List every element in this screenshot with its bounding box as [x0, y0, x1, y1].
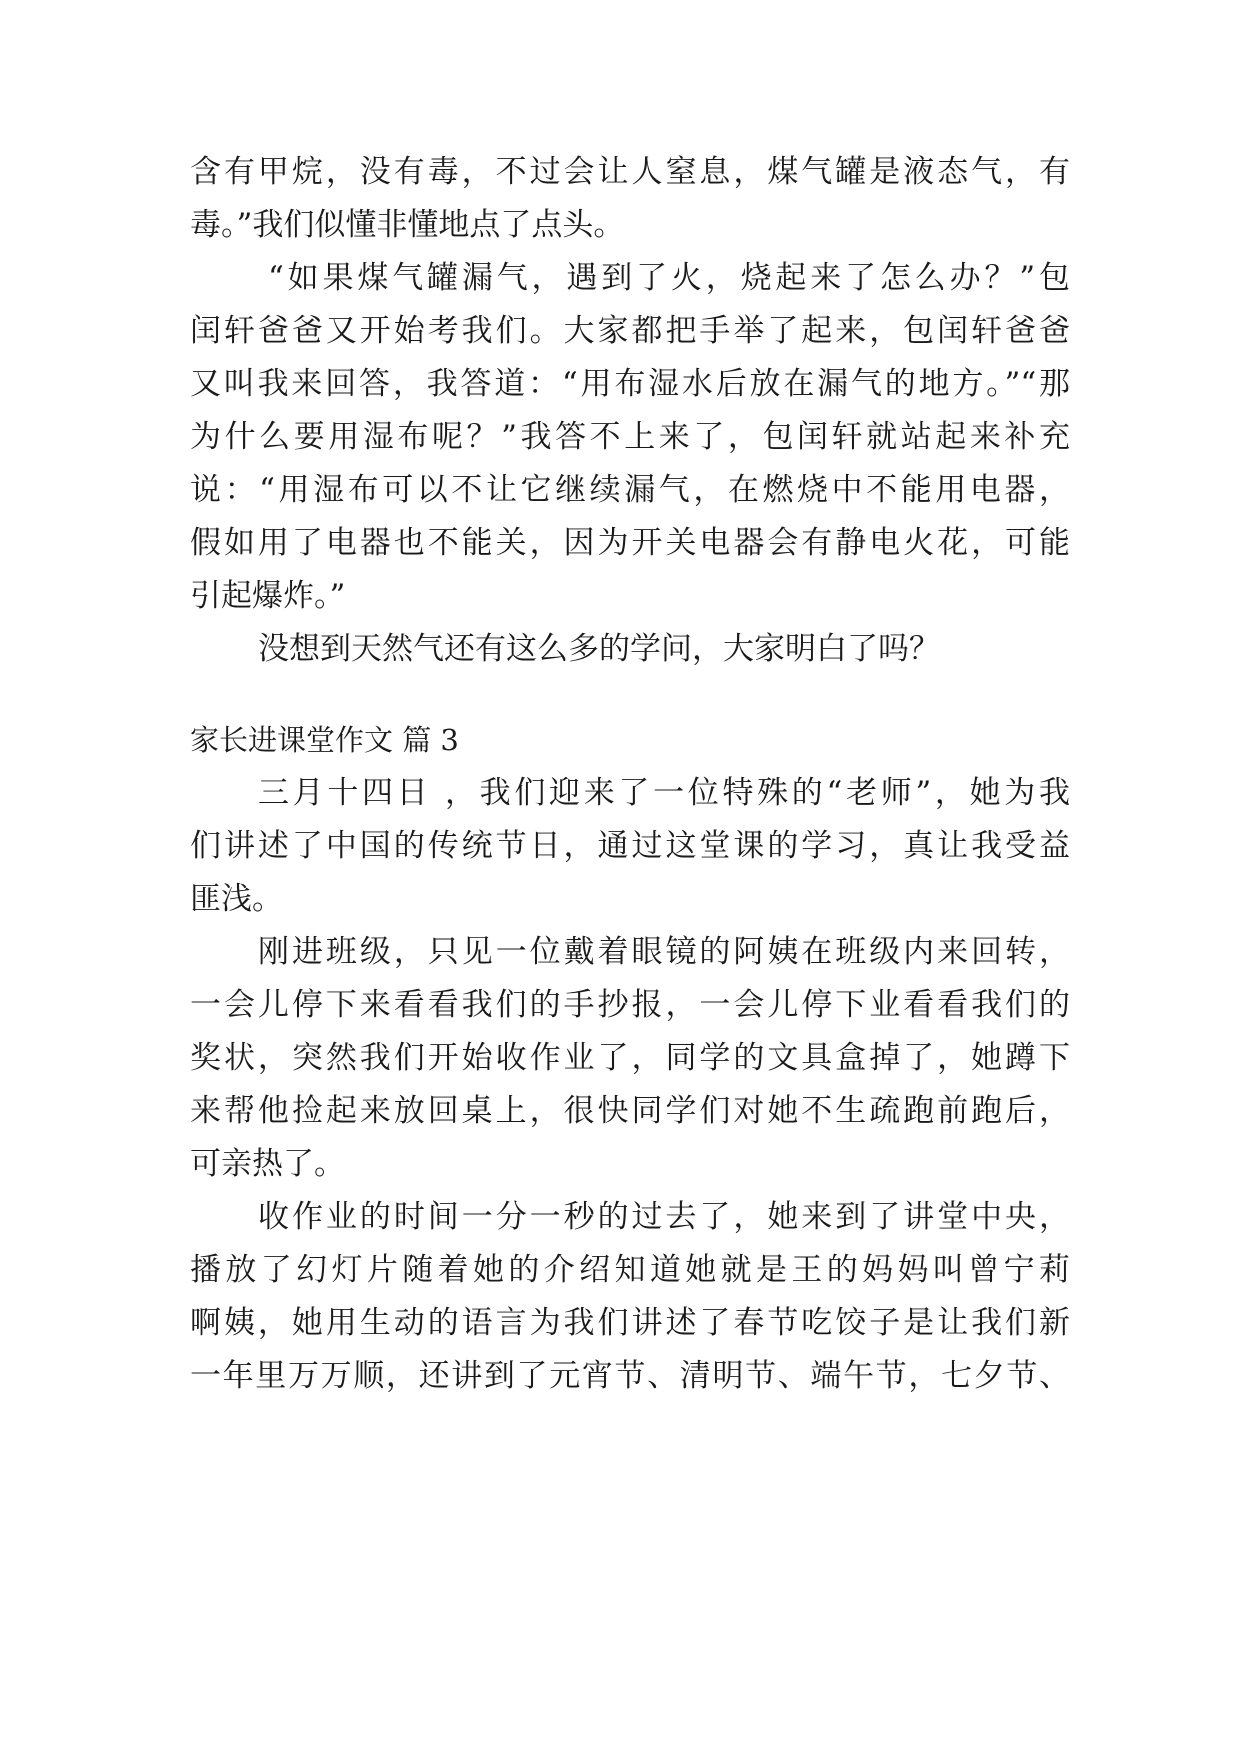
text-line: 匪浅。: [190, 881, 283, 917]
text-line: 引起爆炸。”: [190, 578, 346, 614]
text-line: 一年里万万顺，还讲到了元宵节、清明节、端午节，七夕节、: [190, 1358, 1070, 1394]
text-line: “如果煤气罐漏气，遇到了火，烧起来了怎么办？”包: [268, 260, 1070, 296]
text-line: 播放了幻灯片随着她的介绍知道她就是王的妈妈叫曾宁莉: [190, 1252, 1070, 1288]
text-line: 为什么要用湿布呢？”我答不上来了，包闰轩就站起来补充: [190, 419, 1070, 455]
text-line: 来帮他捡起来放回桌上，很快同学们对她不生疏跑前跑后，: [190, 1093, 1070, 1129]
text-line: 假如用了电器也不能关，因为开关电器会有静电火花，可能: [190, 525, 1070, 561]
text-line: 毒。”我们似懂非懂地点了点头。: [190, 207, 625, 243]
text-line: 闰轩爸爸又开始考我们。大家都把手举了起来，包闰轩爸爸: [190, 313, 1070, 349]
text-line: 可亲热了。: [190, 1146, 345, 1182]
text-line: 没想到天然气还有这么多的学问，大家明白了吗？: [258, 631, 940, 667]
text-line: 啊姨，她用生动的语言为我们讲述了春节吃饺子是让我们新: [190, 1305, 1070, 1341]
text-line: 又叫我来回答，我答道：“用布湿水后放在漏气的地方。”“那: [190, 366, 1070, 402]
section-heading: 家长进课堂作文 篇 3: [190, 723, 459, 757]
text-line: 刚进班级，只见一位戴着眼镜的阿姨在班级内来回转，: [258, 934, 1070, 970]
text-line: 说：“用湿布可以不让它继续漏气，在燃烧中不能用电器，: [190, 472, 1070, 508]
text-line: 含有甲烷，没有毒，不过会让人窒息，煤气罐是液态气，有: [190, 154, 1070, 190]
text-line: 收作业的时间一分一秒的过去了，她来到了讲堂中央，: [258, 1199, 1070, 1235]
text-line: 三月十四日 ，我们迎来了一位特殊的“老师”，她为我: [258, 775, 1070, 811]
text-line: 们讲述了中国的传统节日，通过这堂课的学习，真让我受益: [190, 828, 1070, 864]
text-line: 一会儿停下来看看我们的手抄报，一会儿停下业看看我们的: [190, 987, 1070, 1023]
text-line: 奖状，突然我们开始收作业了，同学的文具盒掉了，她蹲下: [190, 1040, 1070, 1076]
